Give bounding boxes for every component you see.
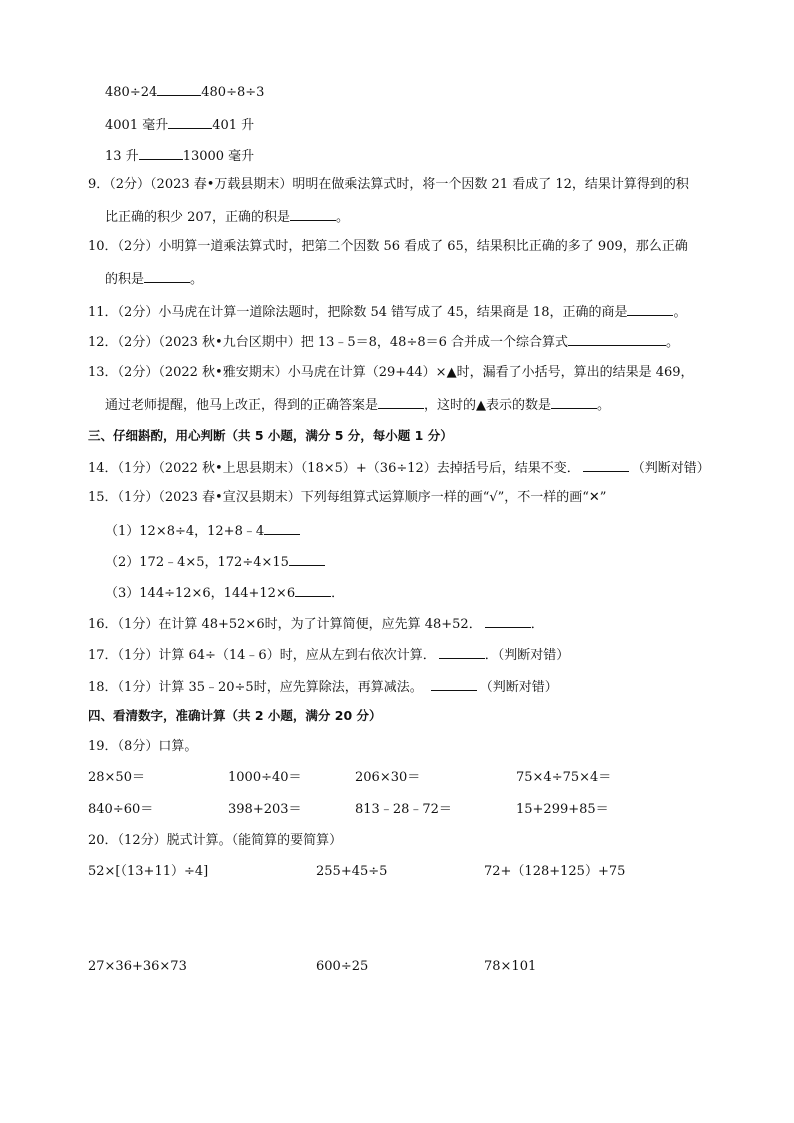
question-text: 通过老师提醒，他马上改正，得到的正确答案是 [105,398,379,413]
question-14 [88,458,710,478]
answer-blank[interactable] [157,82,201,96]
question-12 [88,332,679,352]
question-16 [88,614,544,634]
question-text: （1）12×8÷4，12+8﹣4 [105,524,265,539]
step-calc-item: 72+（128+125）+75 [484,864,626,879]
question-text: 12．（2分）（2023 秋•九台区期中）把 13﹣5＝8，48÷8＝6 合并成一个综合算式 [88,335,569,350]
oral-calc-item: 840÷60＝ [88,802,154,817]
question-text: ． [530,617,544,632]
compare-right: 480÷8÷3 [201,85,265,100]
question-text: 18．（1分）计算 35﹣20÷5时，应先算除法，再算减法。 [88,680,423,695]
question-text: （2）172﹣4×5，172÷4×15 [105,555,289,570]
question-19-title: 19．（8分）口算。 [88,739,198,754]
step-calc-item: 27×36+36×73 [88,959,187,974]
answer-blank[interactable] [378,395,424,409]
compare-item-1 [105,82,264,102]
section-4-heading: 四、看清数字，准确计算（共 2 小题，满分 20 分） [88,708,382,723]
step-calc-item: 255+45÷5 [316,864,388,879]
answer-blank[interactable] [583,458,629,472]
compare-left: 13 升 [105,149,139,164]
question-10-line-1: 10．（2分）小明算一道乘法算式时，把第二个因数 56 看成了 65，结果积比正确的多了 909，那么正确 [88,239,688,254]
step-calc-item: 52×[（13+11）÷4] [88,864,209,879]
answer-blank[interactable] [264,521,300,535]
question-18 [88,677,558,697]
question-text: 。 [335,210,349,225]
oral-calc-item: 1000÷40＝ [228,770,302,785]
question-13-line-1: 13．（2分）（2022 秋•雅安期末）小马虎在计算（29+44）×▲时，漏看了小括号，算出的结果是 469， [88,365,694,380]
question-text: 17．（1分）计算 64÷（14﹣6）时，应从左到右依次计算． [88,648,436,663]
question-13-line-2 [105,395,610,415]
question-text: 比正确的积少 207，正确的积是 [105,210,290,225]
answer-blank[interactable] [168,115,212,129]
question-text: 14．（1分）（2022 秋•上思县期末）（18×5）+（36÷12）去掉括号后，结果不变． [88,461,580,476]
question-text: （判断对错） [631,461,710,476]
compare-left: 4001 毫升 [105,118,169,133]
step-calc-item: 600÷25 [316,959,369,974]
question-15-title: 15．（1分）（2023 春•宣汉县期末）下列每组算式运算顺序一样的画“√”，不一样的画“✕” [88,490,607,505]
answer-blank[interactable] [290,207,336,221]
oral-calc-item: 813﹣28﹣72＝ [355,802,452,817]
question-text: 16．（1分）在计算 48+52×6时，为了计算简便，应先算 48+52． [88,617,482,632]
question-text: 。 [190,272,204,287]
question-15-part-2 [105,552,325,572]
compare-item-3 [105,146,254,166]
answer-blank[interactable] [431,677,477,691]
question-17 [88,645,569,665]
answer-blank[interactable] [139,146,183,160]
question-text: （3）144÷12×6，144+12×6 [105,586,296,601]
question-text: （判断对错） [479,680,558,695]
answer-blank[interactable] [289,552,325,566]
question-text: ． [331,586,345,601]
answer-blank[interactable] [144,269,190,283]
question-9-line-2 [105,207,349,227]
compare-right: 13000 毫升 [182,149,255,164]
section-3-heading: 三、仔细斟酌，用心判断（共 5 小题，满分 5 分，每小题 1 分） [88,428,453,443]
answer-blank[interactable] [551,395,597,409]
question-11 [88,302,686,322]
question-text: 。 [673,305,687,320]
oral-calc-item: 15+299+85＝ [516,802,609,817]
question-15-part-3 [105,583,344,603]
question-10-line-2 [105,269,203,289]
question-text: 。 [666,335,680,350]
answer-blank[interactable] [439,645,485,659]
answer-blank[interactable] [627,302,673,316]
oral-calc-item: 398+203＝ [228,802,302,817]
question-text: 。 [597,398,611,413]
question-text: ，这时的▲表示的数是 [424,398,552,413]
question-20-title: 20．（12分）脱式计算。（能简算的要简算） [88,833,343,848]
compare-right: 401 升 [212,118,255,133]
step-calc-item: 78×101 [484,959,537,974]
question-15-part-1 [105,521,300,541]
question-text: ．（判断对错） [484,648,570,663]
question-text: 的积是 [105,272,145,287]
oral-calc-item: 206×30＝ [355,770,421,785]
oral-calc-item: 28×50＝ [88,770,145,785]
answer-blank[interactable] [568,332,666,346]
answer-blank[interactable] [295,583,331,597]
answer-blank[interactable] [485,614,531,628]
oral-calc-item: 75×4÷75×4＝ [516,770,612,785]
compare-item-2 [105,115,254,135]
question-text: 11．（2分）小马虎在计算一道除法题时，把除数 54 错写成了 45，结果商是 18，正确的商是 [88,305,628,320]
compare-left: 480÷24 [105,85,158,100]
question-9-line-1: 9．（2分）（2023 春•万载县期末）明明在做乘法算式时，将一个因数 21 看成了 12，结果计算得到的积 [88,177,689,192]
